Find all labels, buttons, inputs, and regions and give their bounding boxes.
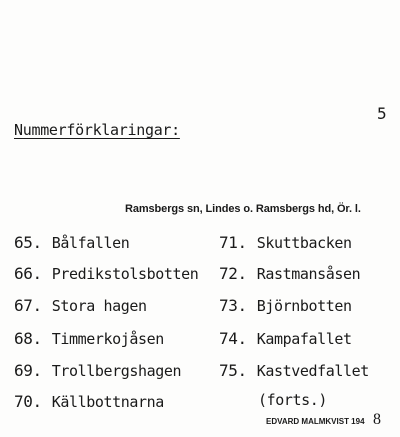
entry-name: Stora hagen — [51, 297, 147, 315]
list-item — [14, 361, 181, 380]
continuation-note: (forts.) — [258, 391, 328, 409]
entry-number: 67. — [14, 296, 42, 315]
entry-name: Kampafallet — [256, 330, 352, 348]
list-item — [219, 361, 369, 380]
entry-name: Bålfallen — [51, 234, 130, 252]
printer-imprint: EDVARD MALMKVIST 194 — [266, 417, 365, 426]
entry-number: 65. — [14, 233, 42, 252]
page-title-text: Nummerförklaringar: — [14, 121, 180, 139]
entry-name: Trollbergshagen — [51, 362, 182, 380]
entry-name: Källbottnarna — [51, 393, 164, 411]
entry-number: 66. — [14, 264, 42, 283]
entry-name: Skuttbacken — [256, 234, 352, 252]
list-item — [219, 233, 352, 252]
entry-number: 73. — [219, 296, 247, 315]
list-item — [219, 296, 352, 315]
entry-number: 68. — [14, 329, 42, 348]
entry-name: Rastmansåsen — [256, 265, 361, 283]
entry-name: Timmerkojåsen — [51, 330, 164, 348]
page-title — [14, 121, 180, 139]
entry-number: 72. — [219, 264, 247, 283]
list-item — [14, 264, 198, 283]
entry-number: 69. — [14, 361, 42, 380]
list-item — [219, 329, 352, 348]
entry-name: Predikstolsbotten — [51, 265, 199, 283]
list-item — [14, 233, 129, 252]
printer-imprint-digit: 8 — [373, 411, 381, 428]
list-item — [219, 264, 360, 283]
location-subheading: Ramsbergs sn, Lindes o. Ramsbergs hd, Ör. l. — [125, 203, 361, 215]
entry-name: Kastvedfallet — [256, 362, 369, 380]
list-item — [14, 296, 147, 315]
entry-name: Björnbotten — [256, 297, 352, 315]
entry-number: 75. — [219, 361, 247, 380]
entry-number: 71. — [219, 233, 247, 252]
list-item — [14, 329, 164, 348]
page-number: 5 — [377, 104, 387, 123]
list-item — [14, 392, 164, 411]
entry-number: 74. — [219, 329, 247, 348]
entry-number: 70. — [14, 392, 42, 411]
